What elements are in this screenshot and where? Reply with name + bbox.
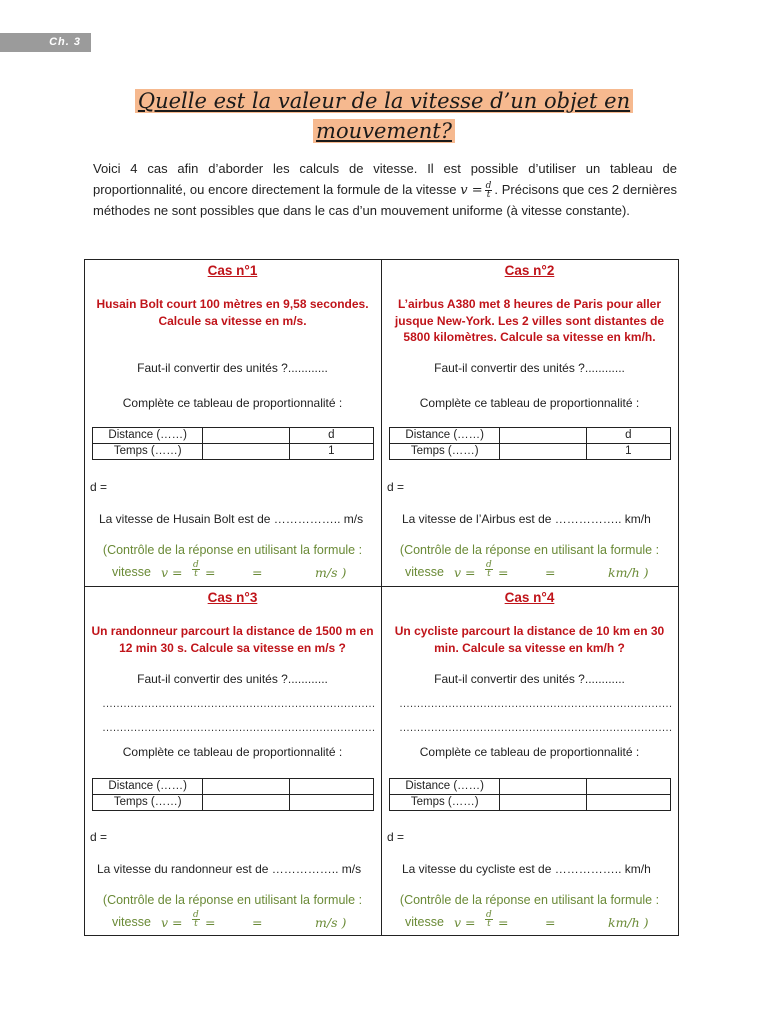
proportion-table xyxy=(389,778,671,811)
row-label-distance: Distance (……) xyxy=(390,428,500,444)
fraction-denominator: t xyxy=(194,919,198,929)
fraction-numerator: d xyxy=(485,180,492,191)
table-instruction: Complète ce tableau de proportionnalité : xyxy=(419,745,640,759)
equals-1: = xyxy=(498,915,509,930)
speed-sentence: La vitesse du randonneur est de …………….. m/s xyxy=(97,862,362,876)
control-text: (Contrôle de la réponse en utilisant la formule : xyxy=(102,543,363,557)
d-equals-label: d = xyxy=(90,830,108,844)
d-equals-label: d = xyxy=(387,830,405,844)
row-label-distance: Distance (……) xyxy=(93,428,203,444)
input-cell[interactable] xyxy=(289,795,373,811)
case-title: Cas n°3 xyxy=(207,590,258,605)
fraction-denominator: t xyxy=(487,569,491,579)
control-formula xyxy=(381,560,678,584)
formula-fraction xyxy=(485,561,493,578)
input-cell[interactable] xyxy=(500,428,586,444)
intro-formula-lhs: v = xyxy=(460,182,483,198)
fraction-denominator: t xyxy=(194,569,198,579)
intro-text-after: . Précisons que ces 2 dernières méthodes ne sont possibles que dans le cas d’un mouvement uniforme (à vitesse constante). xyxy=(93,181,677,218)
table-instruction: Complète ce tableau de proportionnalité : xyxy=(122,396,343,410)
unit-label: km/h ) xyxy=(608,565,649,580)
speed-sentence: La vitesse du cycliste est de …………….. km/h xyxy=(402,862,651,876)
fraction-denominator: t xyxy=(487,919,491,929)
fraction-denominator: t xyxy=(486,189,491,200)
control-text: (Contrôle de la réponse en utilisant la formule : xyxy=(399,893,660,907)
convert-question: Faut-il convertir des unités ?............ xyxy=(434,672,625,686)
convert-question: Faut-il convertir des unités ?............ xyxy=(137,672,328,686)
table-row xyxy=(390,795,671,811)
chapter-tab: Ch. 3 xyxy=(0,33,91,52)
table-row xyxy=(93,428,374,444)
control-text: (Contrôle de la réponse en utilisant la formule : xyxy=(399,543,660,557)
fraction-numerator: d xyxy=(486,910,492,920)
table-row xyxy=(93,444,374,460)
cell-d: d xyxy=(289,428,373,444)
table-row xyxy=(390,428,671,444)
equals-1: = xyxy=(205,915,216,930)
intro-fraction xyxy=(485,182,493,199)
convert-question: Faut-il convertir des unités ?............ xyxy=(137,361,328,375)
formula-fraction xyxy=(485,911,493,928)
formula-fraction xyxy=(192,911,200,928)
case-problem: Un cycliste parcourt la distance de 10 km en 30 min. Calcule sa vitesse en km/h ? xyxy=(394,624,665,655)
input-cell[interactable] xyxy=(203,444,289,460)
vitesse-word: vitesse xyxy=(112,565,151,579)
proportion-table xyxy=(92,778,374,811)
vitesse-word: vitesse xyxy=(405,915,444,929)
cell-one: 1 xyxy=(289,444,373,460)
table-row xyxy=(390,779,671,795)
table-instruction: Complète ce tableau de proportionnalité : xyxy=(122,745,343,759)
equals-1: = xyxy=(498,565,509,580)
fraction-numerator: d xyxy=(193,910,199,920)
answer-dotted-line: …………………………………………………………………… xyxy=(399,722,672,734)
case-problem: Un randonneur parcourt la distance de 1500 m en 12 min 30 s. Calcule sa vitesse en m/s ? xyxy=(91,624,374,655)
unit-label: m/s ) xyxy=(315,565,347,580)
equals-2: = xyxy=(545,915,556,930)
row-label-time: Temps (……) xyxy=(93,795,203,811)
table-row xyxy=(93,795,374,811)
unit-label: m/s ) xyxy=(315,915,347,930)
unit-label: km/h ) xyxy=(608,915,649,930)
input-cell[interactable] xyxy=(289,779,373,795)
case-title: Cas n°1 xyxy=(207,263,258,278)
d-equals-label: d = xyxy=(90,480,108,494)
input-cell[interactable] xyxy=(203,428,289,444)
answer-dotted-line: …………………………………………………………………… xyxy=(399,698,672,710)
fraction-numerator: d xyxy=(193,560,199,570)
equals-1: = xyxy=(205,565,216,580)
equals-2: = xyxy=(252,565,263,580)
row-label-distance: Distance (……) xyxy=(390,779,500,795)
cell-d: d xyxy=(586,428,670,444)
cell-one: 1 xyxy=(586,444,670,460)
v-equals: v = xyxy=(454,565,476,580)
intro-text-before: Voici 4 cas afin d’aborder les calculs de vitesse. Il est possible d’utiliser un tableau de proportionnalité, ou encore directement la formule de la vitesse xyxy=(93,161,677,197)
fraction-numerator: d xyxy=(486,560,492,570)
case-problem: L’airbus A380 met 8 heures de Paris pour aller jusque New-York. Les 2 villes sont distantes de 5800 kilomètres. Calcule sa vitesse en km/h. xyxy=(394,297,665,344)
v-equals: v = xyxy=(161,565,183,580)
input-cell[interactable] xyxy=(500,444,586,460)
case-title: Cas n°4 xyxy=(504,590,555,605)
proportion-table xyxy=(92,427,374,460)
speed-sentence: La vitesse de Husain Bolt est de …………….. m/s xyxy=(99,512,364,526)
control-formula xyxy=(381,910,678,934)
case-problem: Husain Bolt court 100 mètres en 9,58 secondes. Calcule sa vitesse en m/s. xyxy=(96,297,369,328)
control-text: (Contrôle de la réponse en utilisant la formule : xyxy=(102,893,363,907)
input-cell[interactable] xyxy=(500,795,586,811)
input-cell[interactable] xyxy=(203,779,289,795)
v-equals: v = xyxy=(161,915,183,930)
table-instruction: Complète ce tableau de proportionnalité : xyxy=(419,396,640,410)
grid-horizontal-divider xyxy=(84,586,679,587)
title-line-1: Quelle est la valeur de la vitesse d’un objet en xyxy=(135,89,633,113)
answer-dotted-line: …………………………………………………………………… xyxy=(102,698,375,710)
convert-question: Faut-il convertir des unités ?............ xyxy=(434,361,625,375)
proportion-table xyxy=(389,427,671,460)
title-line-2: mouvement? xyxy=(313,119,455,143)
equals-2: = xyxy=(545,565,556,580)
intro-paragraph xyxy=(93,159,677,222)
input-cell[interactable] xyxy=(500,779,586,795)
control-formula xyxy=(84,910,381,934)
row-label-time: Temps (……) xyxy=(390,444,500,460)
v-equals: v = xyxy=(454,915,476,930)
input-cell[interactable] xyxy=(586,779,670,795)
table-row xyxy=(93,779,374,795)
equals-2: = xyxy=(252,915,263,930)
input-cell[interactable] xyxy=(586,795,670,811)
row-label-time: Temps (……) xyxy=(390,795,500,811)
d-equals-label: d = xyxy=(387,480,405,494)
row-label-distance: Distance (……) xyxy=(93,779,203,795)
control-formula xyxy=(84,560,381,584)
vitesse-word: vitesse xyxy=(405,565,444,579)
answer-dotted-line: …………………………………………………………………… xyxy=(102,722,375,734)
vitesse-word: vitesse xyxy=(112,915,151,929)
case-title: Cas n°2 xyxy=(504,263,555,278)
table-row xyxy=(390,444,671,460)
formula-fraction xyxy=(192,561,200,578)
row-label-time: Temps (……) xyxy=(93,444,203,460)
speed-sentence: La vitesse de l’Airbus est de …………….. km/h xyxy=(402,512,651,526)
page-title xyxy=(84,86,684,146)
input-cell[interactable] xyxy=(203,795,289,811)
